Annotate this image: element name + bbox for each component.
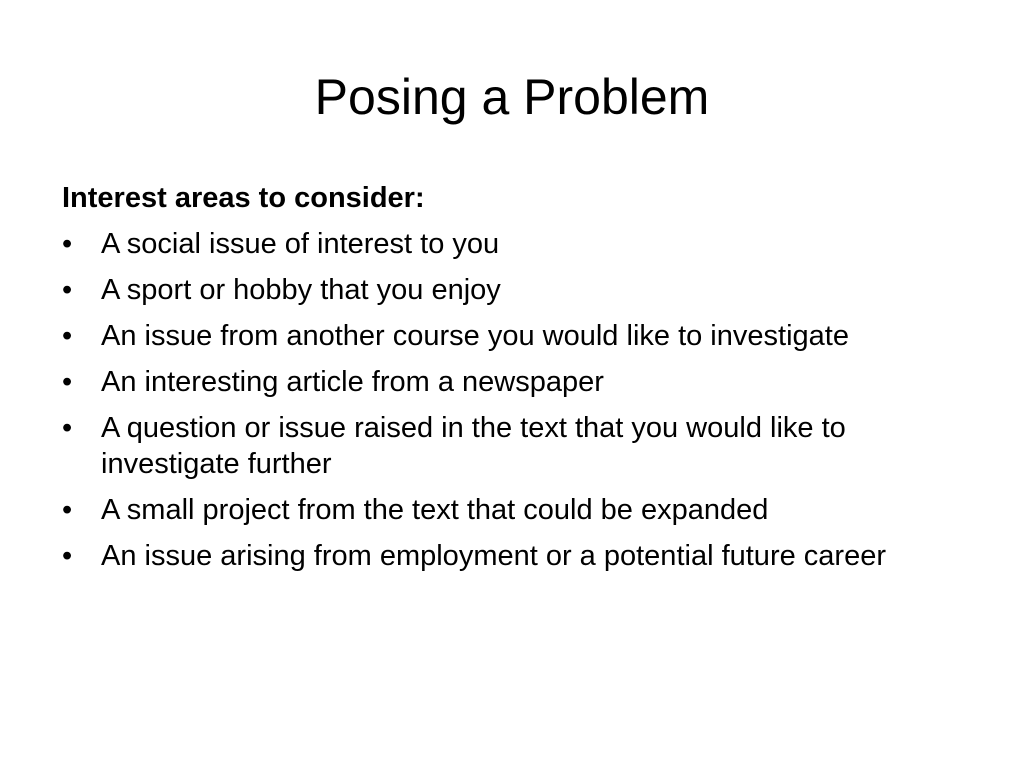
list-item — [62, 538, 982, 574]
list-item — [62, 492, 982, 528]
bullet-icon: • — [62, 412, 73, 444]
list-item — [62, 272, 982, 308]
list-item — [62, 410, 982, 482]
bullet-icon: • — [62, 274, 73, 306]
list-item-text: A sport or hobby that you enjoy — [101, 274, 501, 306]
bullet-icon: • — [62, 320, 73, 352]
intro-heading: Interest areas to consider: — [62, 182, 425, 214]
list-item-text: A social issue of interest to you — [101, 228, 500, 260]
bullet-icon: • — [62, 540, 73, 572]
list-item — [62, 364, 982, 400]
slide-title: Posing a Problem — [314, 69, 710, 125]
list-item — [62, 318, 982, 354]
list-item — [62, 226, 982, 262]
list-item-text: An interesting article from a newspaper — [101, 366, 604, 398]
bullet-icon: • — [62, 366, 73, 398]
slide-body — [62, 180, 982, 584]
list-item-text: An issue from another course you would like to investigate — [101, 320, 849, 352]
list-item-text: A question or issue raised in the text that you would like to investigate further — [101, 412, 846, 480]
list-item-text: A small project from the text that could be expanded — [101, 494, 769, 526]
bullet-icon: • — [62, 228, 73, 260]
list-item-text: An issue arising from employment or a potential future career — [101, 540, 886, 572]
bullet-list — [62, 226, 982, 574]
bullet-icon: • — [62, 494, 73, 526]
